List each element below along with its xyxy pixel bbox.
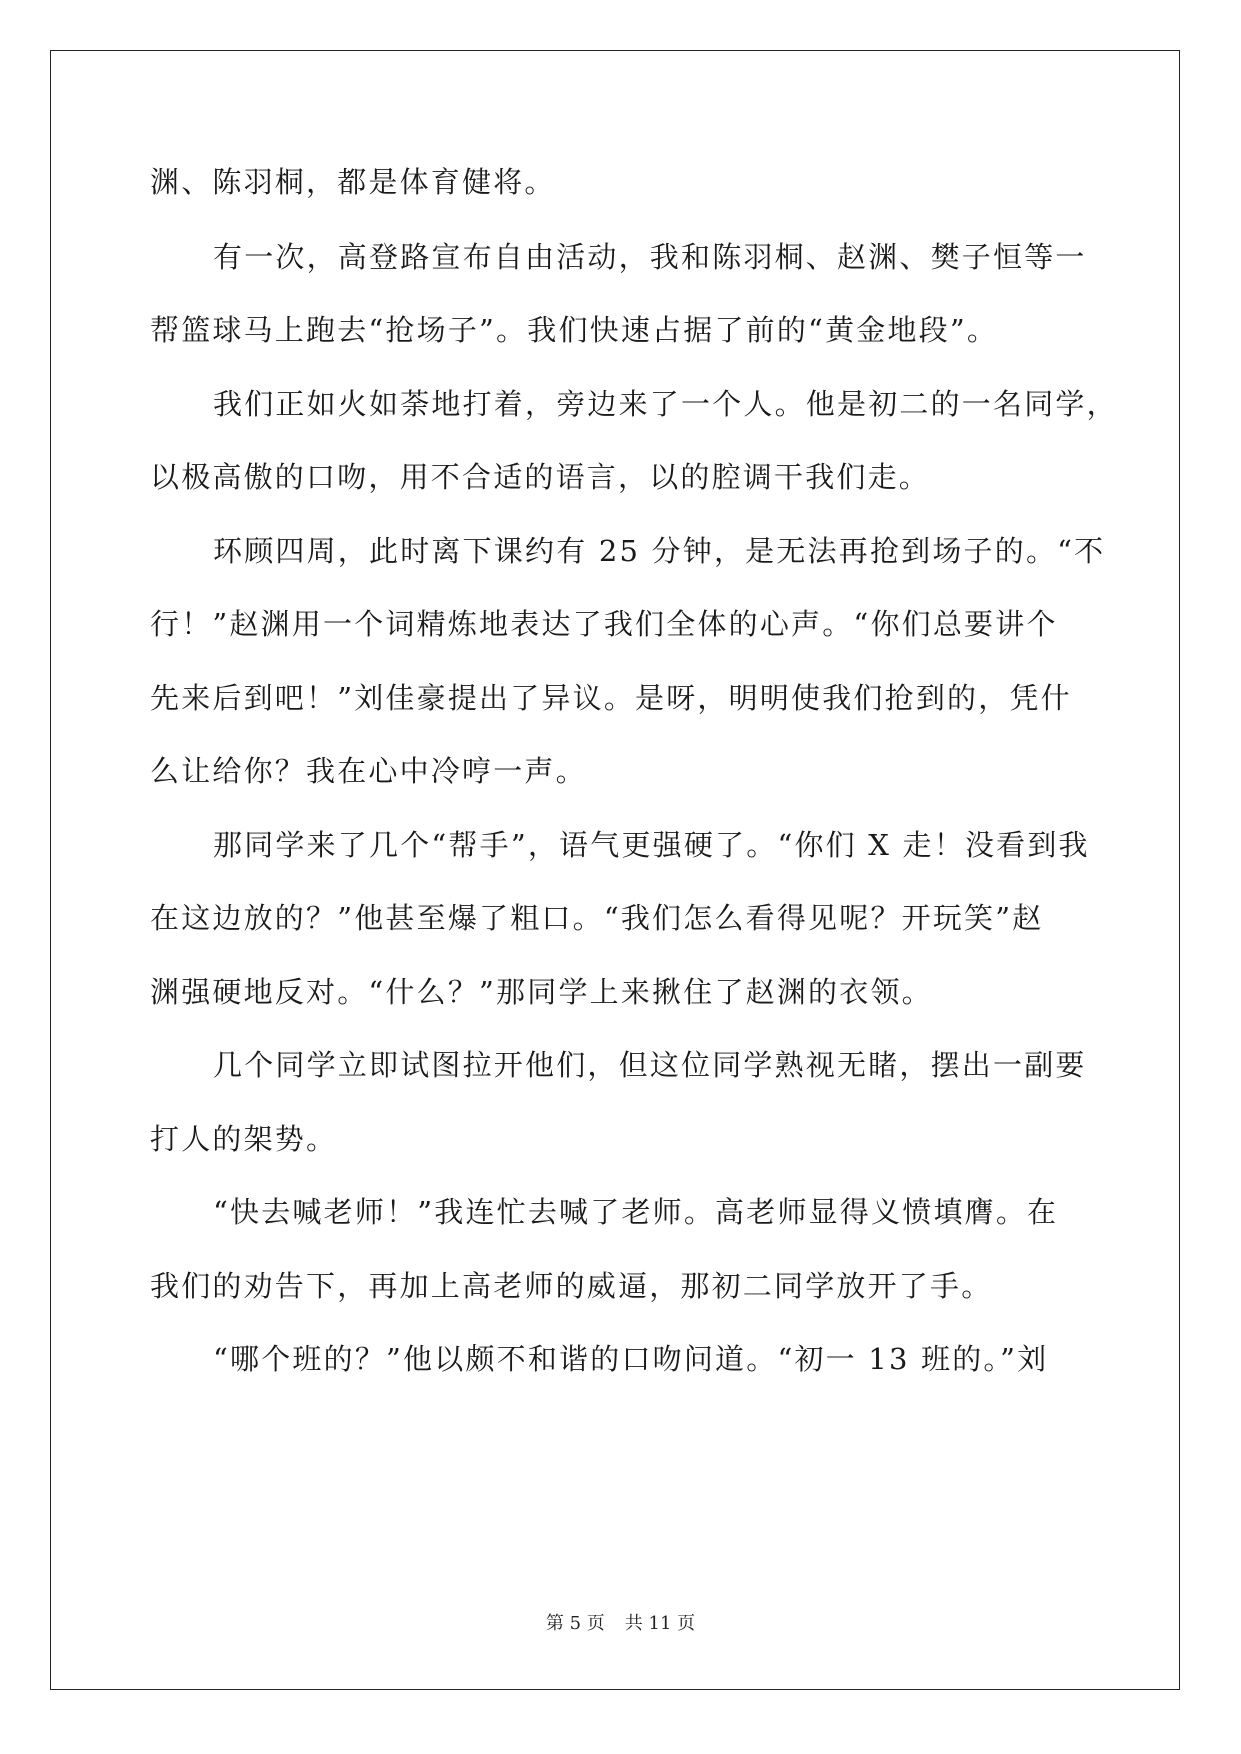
text-line: 几个同学立即试图拉开他们，但这位同学熟视无睹，摆出一副要 (213, 1048, 1087, 1082)
text-line: 在这边放的？”他甚至爆了粗口。“我们怎么看得见呢？开玩笑”赵 (150, 901, 1044, 935)
text-line: 我们的劝告下，再加上高老师的威逼，那初二同学放开了手。 (150, 1269, 993, 1303)
text-line: 我们正如火如荼地打着，旁边来了一个人。他是初二的一名同学， (213, 387, 1118, 421)
text-line: 渊、陈羽桐，都是体育健将。 (150, 165, 556, 199)
text-line: 帮篮球马上跑去“抢场子”。我们快速占据了前的“黄金地段”。 (150, 313, 999, 347)
text-line: 有一次，高登路宣布自由活动，我和陈羽桐、赵渊、樊子恒等一 (213, 240, 1087, 274)
text-line: 渊强硬地反对。“什么？”那同学上来揪住了赵渊的衣领。 (150, 975, 933, 1009)
page-border (50, 50, 1180, 1690)
page-footer (0, 1612, 1241, 1636)
text-line: 那同学来了几个“帮手”，语气更强硬了。“你们 X 走！没看到我 (213, 828, 1090, 862)
text-line: 以极高傲的口吻，用不合适的语言，以的腔调干我们走。 (150, 460, 931, 494)
page-total: 共 11 页 (624, 1613, 696, 1634)
text-line: 么让给你？我在心中冷哼一声。 (150, 754, 587, 788)
text-line: 打人的架势。 (150, 1122, 338, 1156)
text-line: “哪个班的？”他以颇不和谐的口吻问道。“初一 13 班的。”刘 (213, 1342, 1049, 1376)
text-line: “快去喊老师！”我连忙去喊了老师。高老师显得义愤填膺。在 (213, 1195, 1059, 1229)
text-line: 环顾四周，此时离下课约有 25 分钟，是无法再抢到场子的。“不 (213, 534, 1106, 568)
page-number: 第 5 页 (545, 1613, 605, 1634)
text-line: 行！”赵渊用一个词精炼地表达了我们全体的心声。“你们总要讲个 (150, 607, 1058, 641)
text-line: 先来后到吧！”刘佳豪提出了异议。是呀，明明使我们抢到的，凭什 (150, 681, 1072, 715)
